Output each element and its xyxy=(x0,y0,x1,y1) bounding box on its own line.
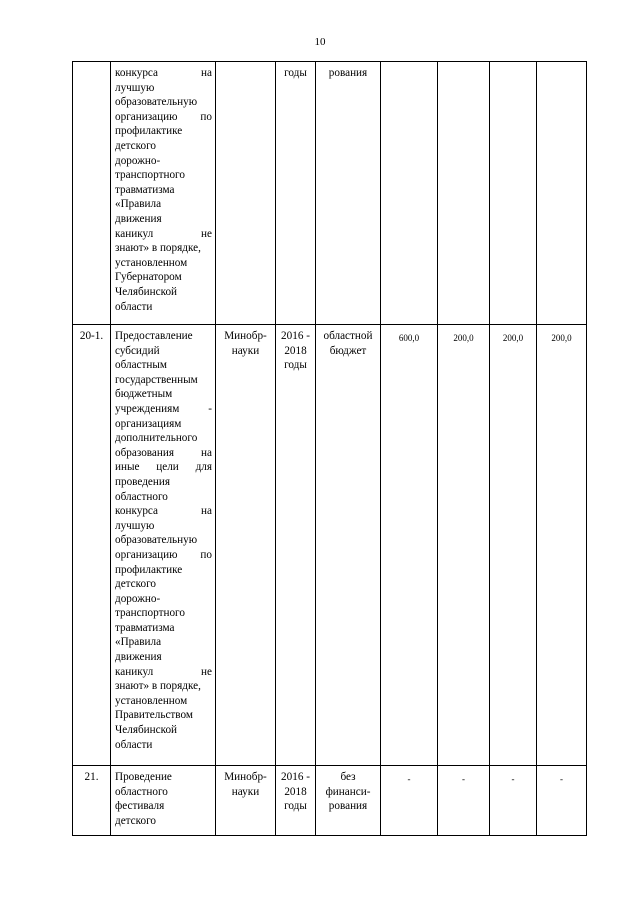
name_lines-line: конкурса на xyxy=(115,505,212,518)
name_lines-line: области xyxy=(115,738,153,751)
amount-cell xyxy=(537,766,587,836)
name_lines-line: учреждениям - xyxy=(115,402,212,415)
name_lines-line: транспортного xyxy=(115,169,185,182)
name_lines-line: Челябинской xyxy=(115,285,178,298)
name_lines-line: движения xyxy=(115,212,162,225)
amount-value: - xyxy=(462,774,465,784)
name_lines-line: организациям xyxy=(115,417,182,430)
row-number-cell xyxy=(73,325,111,766)
responsible-cell xyxy=(216,62,276,325)
name_lines-line: организацию по xyxy=(115,110,212,123)
row-number-cell xyxy=(73,766,111,836)
amount-cell xyxy=(381,325,438,766)
amount-cell xyxy=(490,62,537,325)
amount-cell xyxy=(438,766,490,836)
row-number-cell xyxy=(73,62,111,325)
name_lines-line: травматизма xyxy=(115,621,175,634)
amount-value: 200,0 xyxy=(551,333,572,343)
funding-source-cell xyxy=(316,325,381,766)
period-cell xyxy=(276,766,316,836)
name_lines-line: Челябинской xyxy=(115,724,178,737)
funding-source-cell xyxy=(316,62,381,325)
responsible-cell xyxy=(216,766,276,836)
row-number: 20-1. xyxy=(79,330,104,342)
table-row xyxy=(73,325,587,766)
name_lines-line: травматизма xyxy=(115,183,175,196)
amount-value: 200,0 xyxy=(502,333,524,343)
name_lines-line: образовательную xyxy=(115,534,198,547)
period-cell xyxy=(276,325,316,766)
resp_lines-line: науки xyxy=(231,785,260,798)
name_lines-line: государственным xyxy=(115,373,198,386)
src_lines-line: без xyxy=(340,771,356,783)
amount-value: - xyxy=(407,774,411,784)
src_lines-line: рования xyxy=(328,800,368,813)
name_lines-line: знают» в порядке, xyxy=(115,242,201,255)
name_lines-line: каникул не xyxy=(115,227,212,240)
amount-value: 600,0 xyxy=(398,333,420,343)
amount-cell xyxy=(537,325,587,766)
name_lines-line: каникул не xyxy=(115,665,212,678)
resp_lines-line: науки xyxy=(231,344,260,357)
period-cell xyxy=(276,62,316,325)
name_lines-line: транспортного xyxy=(115,607,185,620)
resp_lines-line: Минобр- xyxy=(224,330,267,342)
name_lines-line: области xyxy=(115,300,153,313)
name_lines-line: установленном xyxy=(115,256,188,269)
years_lines-line: годы xyxy=(284,800,307,813)
program-table xyxy=(72,61,587,836)
name_lines-line: лучшую xyxy=(115,519,155,532)
amount-value: - xyxy=(560,774,563,784)
name_lines-line: профилактике xyxy=(115,125,183,138)
amount-cell xyxy=(381,62,438,325)
activity-name-cell xyxy=(111,325,216,766)
activity-name-cell xyxy=(111,766,216,836)
table-row xyxy=(73,62,587,325)
amount-cell xyxy=(381,766,438,836)
name_lines-line: Губернатором xyxy=(115,271,182,284)
name_lines-line: конкурса на xyxy=(115,67,212,79)
name_lines-line: Проведение xyxy=(115,771,172,783)
name_lines-line: образования на xyxy=(115,446,212,459)
amount-value: - xyxy=(511,774,515,784)
name_lines-line: Предоставление xyxy=(115,330,193,342)
amount-cell xyxy=(438,62,490,325)
years_lines-line: годы xyxy=(284,67,307,79)
funding-source-cell xyxy=(316,766,381,836)
name_lines-line: детского xyxy=(115,578,157,591)
page-number: 10 xyxy=(314,36,326,48)
name_lines-line: дорожно- xyxy=(115,592,161,605)
name_lines-line: иные цели для xyxy=(115,461,212,474)
resp_lines-line: Минобр- xyxy=(224,771,267,783)
name_lines-line: детского xyxy=(115,814,157,827)
name_lines-line: «Правила xyxy=(115,198,162,211)
name_lines-line: проведения xyxy=(115,475,170,488)
name_lines-line: организацию по xyxy=(115,548,212,561)
name_lines-line: движения xyxy=(115,651,162,664)
src_lines-line: областной xyxy=(323,330,373,342)
name_lines-line: областного xyxy=(115,490,168,503)
name_lines-line: «Правила xyxy=(115,636,162,649)
src_lines-line: бюджет xyxy=(329,344,367,357)
name_lines-line: фестиваля xyxy=(115,800,165,813)
name_lines-line: бюджетным xyxy=(115,388,173,401)
name_lines-line: дополнительного xyxy=(115,432,198,445)
name_lines-line: дорожно- xyxy=(115,154,161,167)
src_lines-line: финанси- xyxy=(325,785,371,798)
amount-cell xyxy=(490,766,537,836)
name_lines-line: знают» в порядке, xyxy=(115,680,201,693)
table-row xyxy=(73,766,587,836)
years_lines-line: 2018 xyxy=(284,344,307,357)
responsible-cell xyxy=(216,325,276,766)
name_lines-line: субсидий xyxy=(115,344,160,357)
name_lines-line: установленном xyxy=(115,694,188,707)
name_lines-line: лучшую xyxy=(115,81,155,94)
name_lines-line: Правительством xyxy=(115,709,193,722)
amount-cell xyxy=(490,325,537,766)
amount-cell xyxy=(537,62,587,325)
years_lines-line: 2016 - xyxy=(281,771,310,783)
amount-value: 200,0 xyxy=(453,333,474,343)
activity-name-cell xyxy=(111,62,216,325)
years_lines-line: 2018 xyxy=(284,785,307,798)
src_lines-line: рования xyxy=(328,67,368,79)
years_lines-line: годы xyxy=(284,359,307,372)
years_lines-line: 2016 - xyxy=(281,330,310,342)
name_lines-line: детского xyxy=(115,139,157,152)
name_lines-line: областным xyxy=(115,359,167,372)
name_lines-line: образовательную xyxy=(115,96,198,109)
row-number: 21. xyxy=(84,771,99,783)
name_lines-line: областного xyxy=(115,785,168,798)
name_lines-line: профилактике xyxy=(115,563,183,576)
amount-cell xyxy=(438,325,490,766)
